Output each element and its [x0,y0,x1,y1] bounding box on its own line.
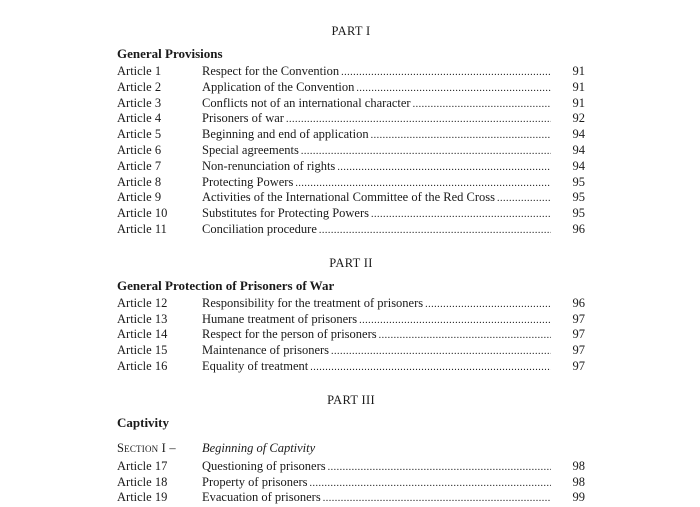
entry-title-wrap [202,343,553,360]
article-title: Questioning of prisoners [202,458,326,473]
dot-leader [319,223,551,239]
page-number: 96 [572,221,585,236]
article-number: Article 10 [117,206,168,221]
article-title: Humane treatment of prisoners [202,311,358,326]
part-heading: PART I [331,24,371,38]
toc-entry[interactable] [117,80,585,96]
entry-title-wrap [202,312,553,329]
article-title: Special agreements [202,142,299,157]
dot-leader [497,191,551,207]
page-number: 95 [572,190,585,205]
entry-title-wrap [202,475,553,492]
page-number: 98 [572,458,585,473]
article-number: Article 11 [117,221,167,236]
page-number: 95 [572,174,585,189]
article-title: Evacuation of prisoners [202,490,321,505]
page-number: 92 [572,111,585,126]
dot-leader [425,297,551,313]
section-title: Beginning of Captivity [202,440,316,455]
article-number: Article 9 [117,190,162,205]
article-title: Application of the Convention [202,79,355,94]
article-number: Article 17 [117,458,168,473]
part-title: General Provisions [117,46,223,61]
table-of-contents [117,20,585,506]
article-number: Article 13 [117,311,168,326]
part-heading: PART III [327,392,375,407]
article-number: Article 18 [117,474,168,489]
toc-entry[interactable] [117,96,585,112]
page-number: 95 [572,206,585,221]
page-number: 98 [572,474,585,489]
dot-leader [328,460,551,476]
dot-leader [337,160,551,176]
entry-title-wrap [202,359,553,376]
page-number: 94 [572,158,585,173]
article-number: Article 3 [117,95,162,110]
entry-title-wrap [202,127,553,144]
toc-entry[interactable] [117,111,585,127]
entry-title-wrap [202,190,553,207]
article-title: Conciliation procedure [202,221,317,236]
page-number: 91 [572,79,585,94]
dot-leader [359,313,551,329]
entry-title-wrap [202,64,553,81]
dot-leader [379,328,551,344]
toc-entry[interactable] [117,143,585,159]
page-number: 99 [572,490,585,505]
dot-leader [371,207,551,223]
article-number: Article 16 [117,358,168,373]
part-title: Captivity [117,414,169,430]
article-title: Beginning and end of application [202,127,369,142]
article-number: Article 7 [117,158,162,173]
toc-entry[interactable] [117,490,585,506]
entry-title-wrap [202,80,553,97]
page-number: 97 [572,343,585,358]
article-number: Article 1 [117,64,162,78]
toc-entry[interactable] [117,312,585,328]
dot-leader [341,65,551,81]
article-number: Article 15 [117,343,168,358]
entry-title-wrap [202,111,553,128]
toc-entry[interactable] [117,343,585,359]
dot-leader [301,144,551,160]
page-number: 94 [572,127,585,142]
toc-entry[interactable] [117,327,585,343]
article-title: Conflicts not of an international character [202,95,411,110]
toc-entry[interactable] [117,127,585,143]
article-title: Property of prisoners [202,474,308,489]
toc-entry[interactable] [117,475,585,491]
article-number: Article 6 [117,142,162,157]
toc-entry[interactable] [117,64,585,80]
dot-leader [310,476,551,492]
toc-entry[interactable] [117,359,585,375]
dot-leader [331,344,551,360]
article-title: Activities of the International Committee of the Red Cross [202,190,495,205]
page-number: 97 [572,358,585,373]
entry-title-wrap [202,175,553,192]
article-title: Prisoners of war [202,111,284,126]
entry-title-wrap [202,96,553,113]
article-number: Article 5 [117,127,162,142]
article-number: Article 4 [117,111,162,126]
toc-list [117,459,585,506]
entry-title-wrap [202,159,553,176]
toc-entry[interactable] [117,175,585,191]
dot-leader [310,360,551,376]
page-number: 97 [572,311,585,326]
article-number: Article 8 [117,174,162,189]
dot-leader [323,491,551,507]
page-number: 96 [572,295,585,310]
entry-title-wrap [202,222,553,239]
dot-leader [413,97,551,113]
section-label: Section I – [117,440,176,455]
section-heading [117,439,585,457]
entry-title-wrap [202,206,553,223]
article-title: Respect for the Convention [202,64,340,78]
article-title: Maintenance of prisoners [202,343,330,358]
toc-entry[interactable] [117,459,585,475]
toc-entry[interactable] [117,206,585,222]
dot-leader [295,176,551,192]
article-title: Equality of treatment [202,358,309,373]
article-title: Responsibility for the treatment of prisoners [202,295,424,310]
toc-entry[interactable] [117,159,585,175]
entry-title-wrap [202,327,553,344]
dot-leader [286,112,551,128]
dot-leader [371,128,551,144]
toc-entry[interactable] [117,296,585,312]
article-number: Article 12 [117,295,168,310]
toc-list [117,296,585,375]
page-number: 91 [572,64,585,78]
article-title: Respect for the person of prisoners [202,327,377,342]
entry-title-wrap [202,459,553,476]
toc-entry[interactable] [117,222,585,238]
entry-title-wrap [202,296,553,313]
article-title: Protecting Powers [202,174,294,189]
article-number: Article 2 [117,79,162,94]
page-number: 91 [572,95,585,110]
entry-title-wrap [202,490,553,507]
article-number: Article 19 [117,490,168,505]
toc-list [117,64,585,238]
entry-title-wrap [202,143,553,160]
part-heading: PART II [329,255,373,270]
article-title: Substitutes for Protecting Powers [202,206,370,221]
toc-entry[interactable] [117,190,585,206]
page-number: 94 [572,142,585,157]
part-title: General Protection of Prisoners of War [117,277,335,293]
article-number: Article 14 [117,327,168,342]
article-title: Non-renunciation of rights [202,158,336,173]
dot-leader [356,81,551,97]
page-number: 97 [572,327,585,342]
